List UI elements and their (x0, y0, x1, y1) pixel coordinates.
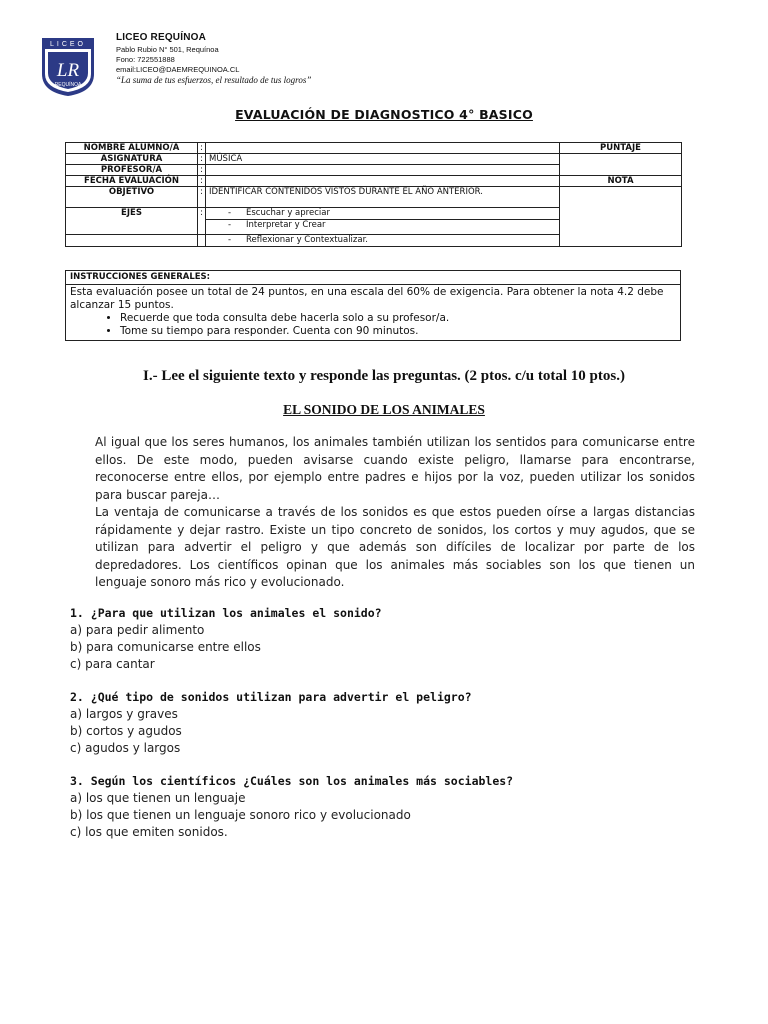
question-2 (70, 689, 710, 757)
option-c[interactable]: c) los que emiten sonidos. (70, 825, 228, 839)
score-header: PUNTAJE (560, 143, 682, 154)
colon: : (198, 187, 206, 208)
school-phone: Fono: 722551888 (116, 55, 175, 64)
label-student-name: NOMBRE ALUMNO/A (66, 143, 198, 154)
option-b[interactable]: b) para comunicarse entre ellos (70, 640, 261, 654)
table-row (66, 154, 682, 165)
table-row (66, 187, 682, 208)
score-field[interactable] (560, 154, 682, 176)
list-item: • Tome su tiempo para responder. Cuenta con 90 minutos. (120, 325, 676, 338)
school-info (116, 33, 311, 85)
subject-value: MÚSICA (206, 154, 560, 165)
logo-bottom-text: REQUÍNOA (54, 82, 82, 88)
instructions-list (70, 312, 676, 338)
grade-header: NOTA (560, 176, 682, 187)
label-objective: OBJETIVO (66, 187, 198, 208)
question-text: 2. ¿Qué tipo de sonidos utilizan para advertir el peligro? (70, 690, 472, 704)
colon: : (198, 208, 206, 235)
list-item: • Recuerde que toda consulta debe hacerla solo a su profesor/a. (120, 312, 676, 325)
date-field[interactable] (206, 176, 560, 187)
axis-item: - Reflexionar y Contextualizar. (206, 235, 560, 247)
school-email: email:LICEO@DAEMREQUINOA.CL (116, 65, 240, 74)
question-3 (70, 773, 710, 841)
axes-list (206, 208, 560, 235)
option-a[interactable]: a) los que tienen un lenguaje (70, 791, 246, 805)
option-c[interactable]: c) agudos y largos (70, 741, 181, 755)
option-a[interactable]: a) para pedir alimento (70, 623, 205, 637)
table-row (66, 143, 682, 154)
option-c[interactable]: c) para cantar (70, 657, 155, 671)
school-motto: “La suma de tus esfuerzos, el resultado de tus logros” (116, 75, 312, 85)
option-a[interactable]: a) largos y graves (70, 707, 178, 721)
label-subject: ASIGNATURA (66, 154, 198, 165)
question-text: 3. Según los científicos ¿Cuáles son los animales más sociables? (70, 774, 514, 788)
option-b[interactable]: b) cortos y agudos (70, 724, 182, 738)
label-axes: EJES (66, 208, 198, 235)
colon: : (198, 176, 206, 187)
grade-field[interactable] (560, 187, 682, 247)
story-paragraph: Al igual que los seres humanos, los animales también utilizan los sentidos para comunicarse entre ellos. De este modo, pueden avisarse cuando existe peligro, llamarse para encontrarse, reconocerse entre ellos, por ejemplo entre padres e hijos por la voz, pueden utilizar los sonidos para buscar pareja… (95, 435, 695, 502)
story-paragraph: La ventaja de comunicarse a través de los sonidos es que estos pueden oírse a largas distancias rápidamente y dejar rastro. Existe un tipo concreto de sonidos, los cortos y muy agudos, que se utilizan para advertir el peligro y que además son difíciles de localizar por parte de los depredadores. Los científicos opinan que los animales más sociables son los que tienen un lenguaje sonoro más rico y evolucionado. (95, 505, 695, 589)
colon: : (198, 165, 206, 176)
exam-title: EVALUACIÓN DE DIAGNOSTICO 4° BASICO (235, 107, 533, 122)
school-name: LICEO REQUÍNOA (116, 32, 207, 43)
label-teacher: PROFESOR/A (66, 165, 198, 176)
story-text (95, 434, 695, 592)
story-title: EL SONIDO DE LOS ANIMALES (283, 402, 485, 417)
table-row (66, 176, 682, 187)
logo-letters: LR (56, 60, 80, 81)
label-date: FECHA EVALUACIÓN (66, 176, 198, 187)
student-name-field[interactable] (206, 143, 560, 154)
instructions-text: Esta evaluación posee un total de 24 puntos, en una escala del 60% de exigencia. Para obtener la nota 4.2 debe alcanzar 15 puntos. (70, 286, 664, 311)
instructions-box (65, 270, 681, 341)
instructions-body (66, 285, 680, 340)
objective-value: IDENTIFICAR CONTENIDOS VISTOS DURANTE EL AÑO ANTERIOR. (206, 187, 560, 208)
question-text: 1. ¿Para que utilizan los animales el sonido? (70, 606, 382, 620)
student-info-table (65, 142, 682, 247)
teacher-field[interactable] (206, 165, 560, 176)
school-logo-icon (40, 36, 96, 98)
colon: : (198, 154, 206, 165)
question-1 (70, 605, 710, 673)
logo-top-text: LICEO (49, 41, 87, 48)
section-title: I.- Lee el siguiente texto y responde las preguntas. (2 ptos. c/u total 10 ptos.) (143, 368, 625, 384)
instructions-heading: INSTRUCCIONES GENERALES: (66, 271, 680, 285)
school-address: Pablo Rubio N° 501, Requínoa (116, 45, 219, 54)
axis-item: - Interpretar y Crear (228, 220, 326, 230)
colon: : (198, 143, 206, 154)
axis-item: - Escuchar y apreciar (206, 208, 559, 220)
option-b[interactable]: b) los que tienen un lenguaje sonoro rico y evolucionado (70, 808, 411, 822)
questions-list (70, 605, 710, 857)
